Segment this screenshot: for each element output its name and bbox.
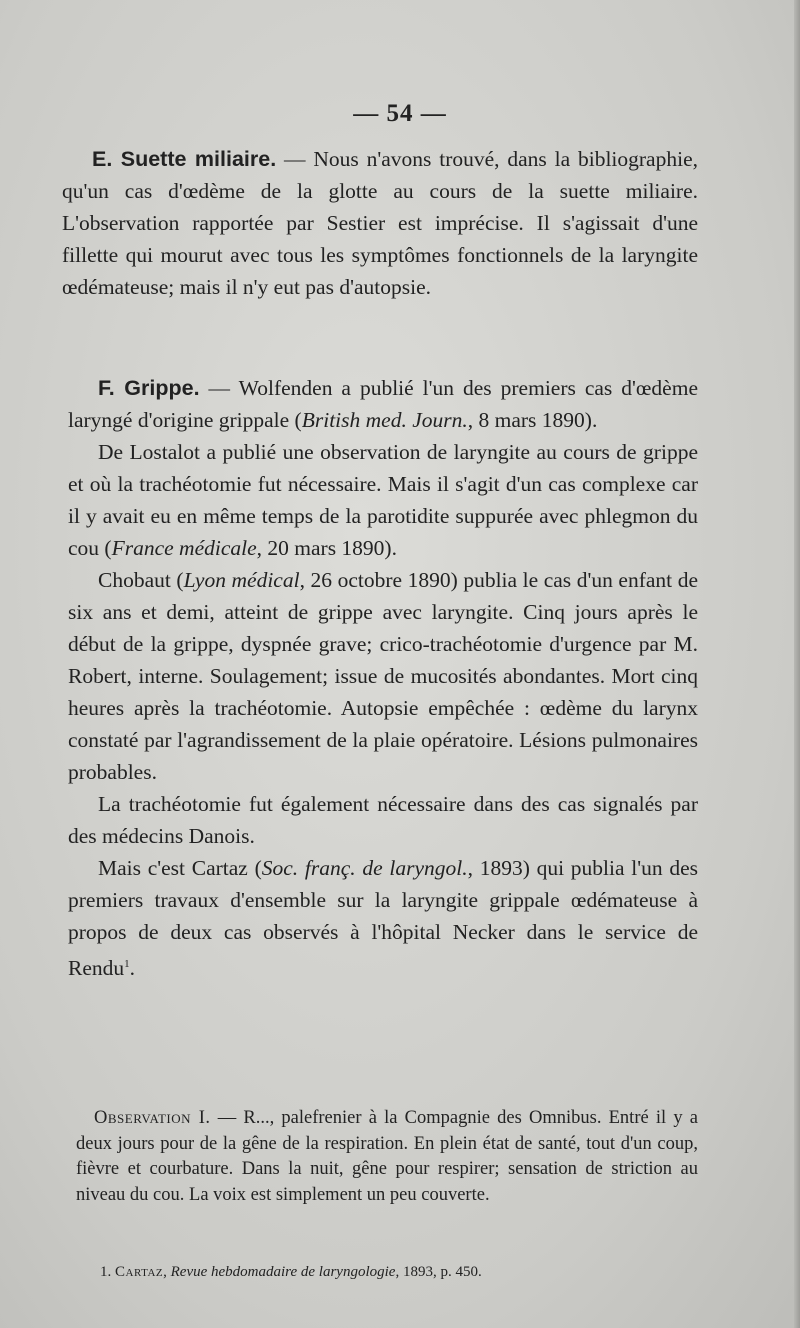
- footnote-number: 1.: [100, 1264, 112, 1280]
- paragraph-text: Mais c'est Cartaz (: [98, 856, 262, 880]
- paragraph-text: , 26 octobre 1890) publia le cas d'un enfant de six ans et demi, atteint de grippe avec laryngite. Cinq jours après le début de la grippe, dyspnée grave; crico-trachéotomie d'urgence par M. Robert, interne. Soulagement; issue de mucosités abondantes. Mort cinq heures après la trachéotomie. Autopsie empêchée : œdème du larynx constaté par l'agrandissement de la plaie opératoire. Lésions pulmonaires probables.: [68, 568, 698, 784]
- paragraph-text: — Nous n'avons trouvé, dans la bibliographie, qu'un cas d'œdème de la glotte au cours de la suette miliaire. L'observation rapportée par Sestier est imprécise. Il s'agissait d'une fillette qui mourut avec tous les symptômes fonctionnels de la laryngite œdémateuse; mais il n'y eut pas d'autopsie.: [62, 147, 698, 299]
- observation-text: — R..., palefrenier à la Compagnie des Omnibus. Entré il y a deux jours pour de la gêne de la respiration. En plein état de santé, tout d'un coup, fièvre et courbature. Dans la nuit, gêne pour respirer; sensation de striction au niveau du cou. La voix est simplement un peu couverte.: [76, 1108, 698, 1205]
- citation: Lyon médical: [183, 568, 300, 592]
- footnote-reference: 1: [124, 958, 130, 970]
- section-heading-e: E. Suette miliaire.: [92, 147, 277, 171]
- paragraph-text: — Wolfenden a publié l'un des premiers cas d'œdème laryngé d'origine grippale (: [68, 376, 698, 432]
- paragraph-text: Chobaut (: [98, 568, 184, 592]
- paragraph-grippe: [68, 372, 698, 436]
- paragraph-text: , 20 mars 1890).: [256, 536, 397, 560]
- paragraph-chobaut: [68, 564, 698, 788]
- paragraph-end: .: [129, 956, 136, 981]
- citation: Soc. franç. de laryngol.: [261, 856, 468, 880]
- footnote: 1. Cartaz, Revue hebdomadaire de laryngologie, 1893, p. 450.: [100, 1264, 482, 1280]
- page-number: — 54 —: [353, 100, 447, 127]
- page-edge: [794, 0, 800, 1328]
- paragraph-suette: [62, 143, 698, 303]
- observation-label: Observation I.: [94, 1108, 211, 1128]
- paragraph-text: , 1893) qui publia l'un des premiers travaux d'ensemble sur la laryngite grippale œdémateuse à propos de deux cas observés à l'hôpital Necker dans le service de Rendu: [68, 856, 698, 981]
- citation: British med. Journ.: [301, 408, 468, 432]
- paragraph-cartaz: [68, 852, 698, 984]
- footnote-title: Revue hebdomadaire de laryngologie: [170, 1264, 396, 1280]
- paragraph-danois: La trachéotomie fut également nécessaire dans des cas signalés par des médecins Danois.: [68, 792, 698, 848]
- citation: France médicale: [111, 536, 257, 560]
- section-suette-miliaire: [62, 143, 698, 303]
- section-heading-f: F. Grippe.: [98, 376, 200, 400]
- paragraph-text: De Lostalot a publié une observation de laryngite au cours de grippe et où la trachéotomie fut nécessaire. Mais il s'agit d'un cas complexe car il y avait eu en même temps de la parotidite suppurée avec phlegmon du cou (: [68, 440, 698, 560]
- observation-paragraph: [76, 1106, 698, 1208]
- footnote-author: Cartaz: [115, 1264, 164, 1280]
- observation-block: [76, 1106, 698, 1208]
- footnote-rest: , 1893, p. 450.: [395, 1264, 482, 1280]
- section-grippe: [68, 372, 698, 984]
- paragraph-text: , 8 mars 1890).: [467, 408, 598, 432]
- paragraph-lostalot: [68, 436, 698, 564]
